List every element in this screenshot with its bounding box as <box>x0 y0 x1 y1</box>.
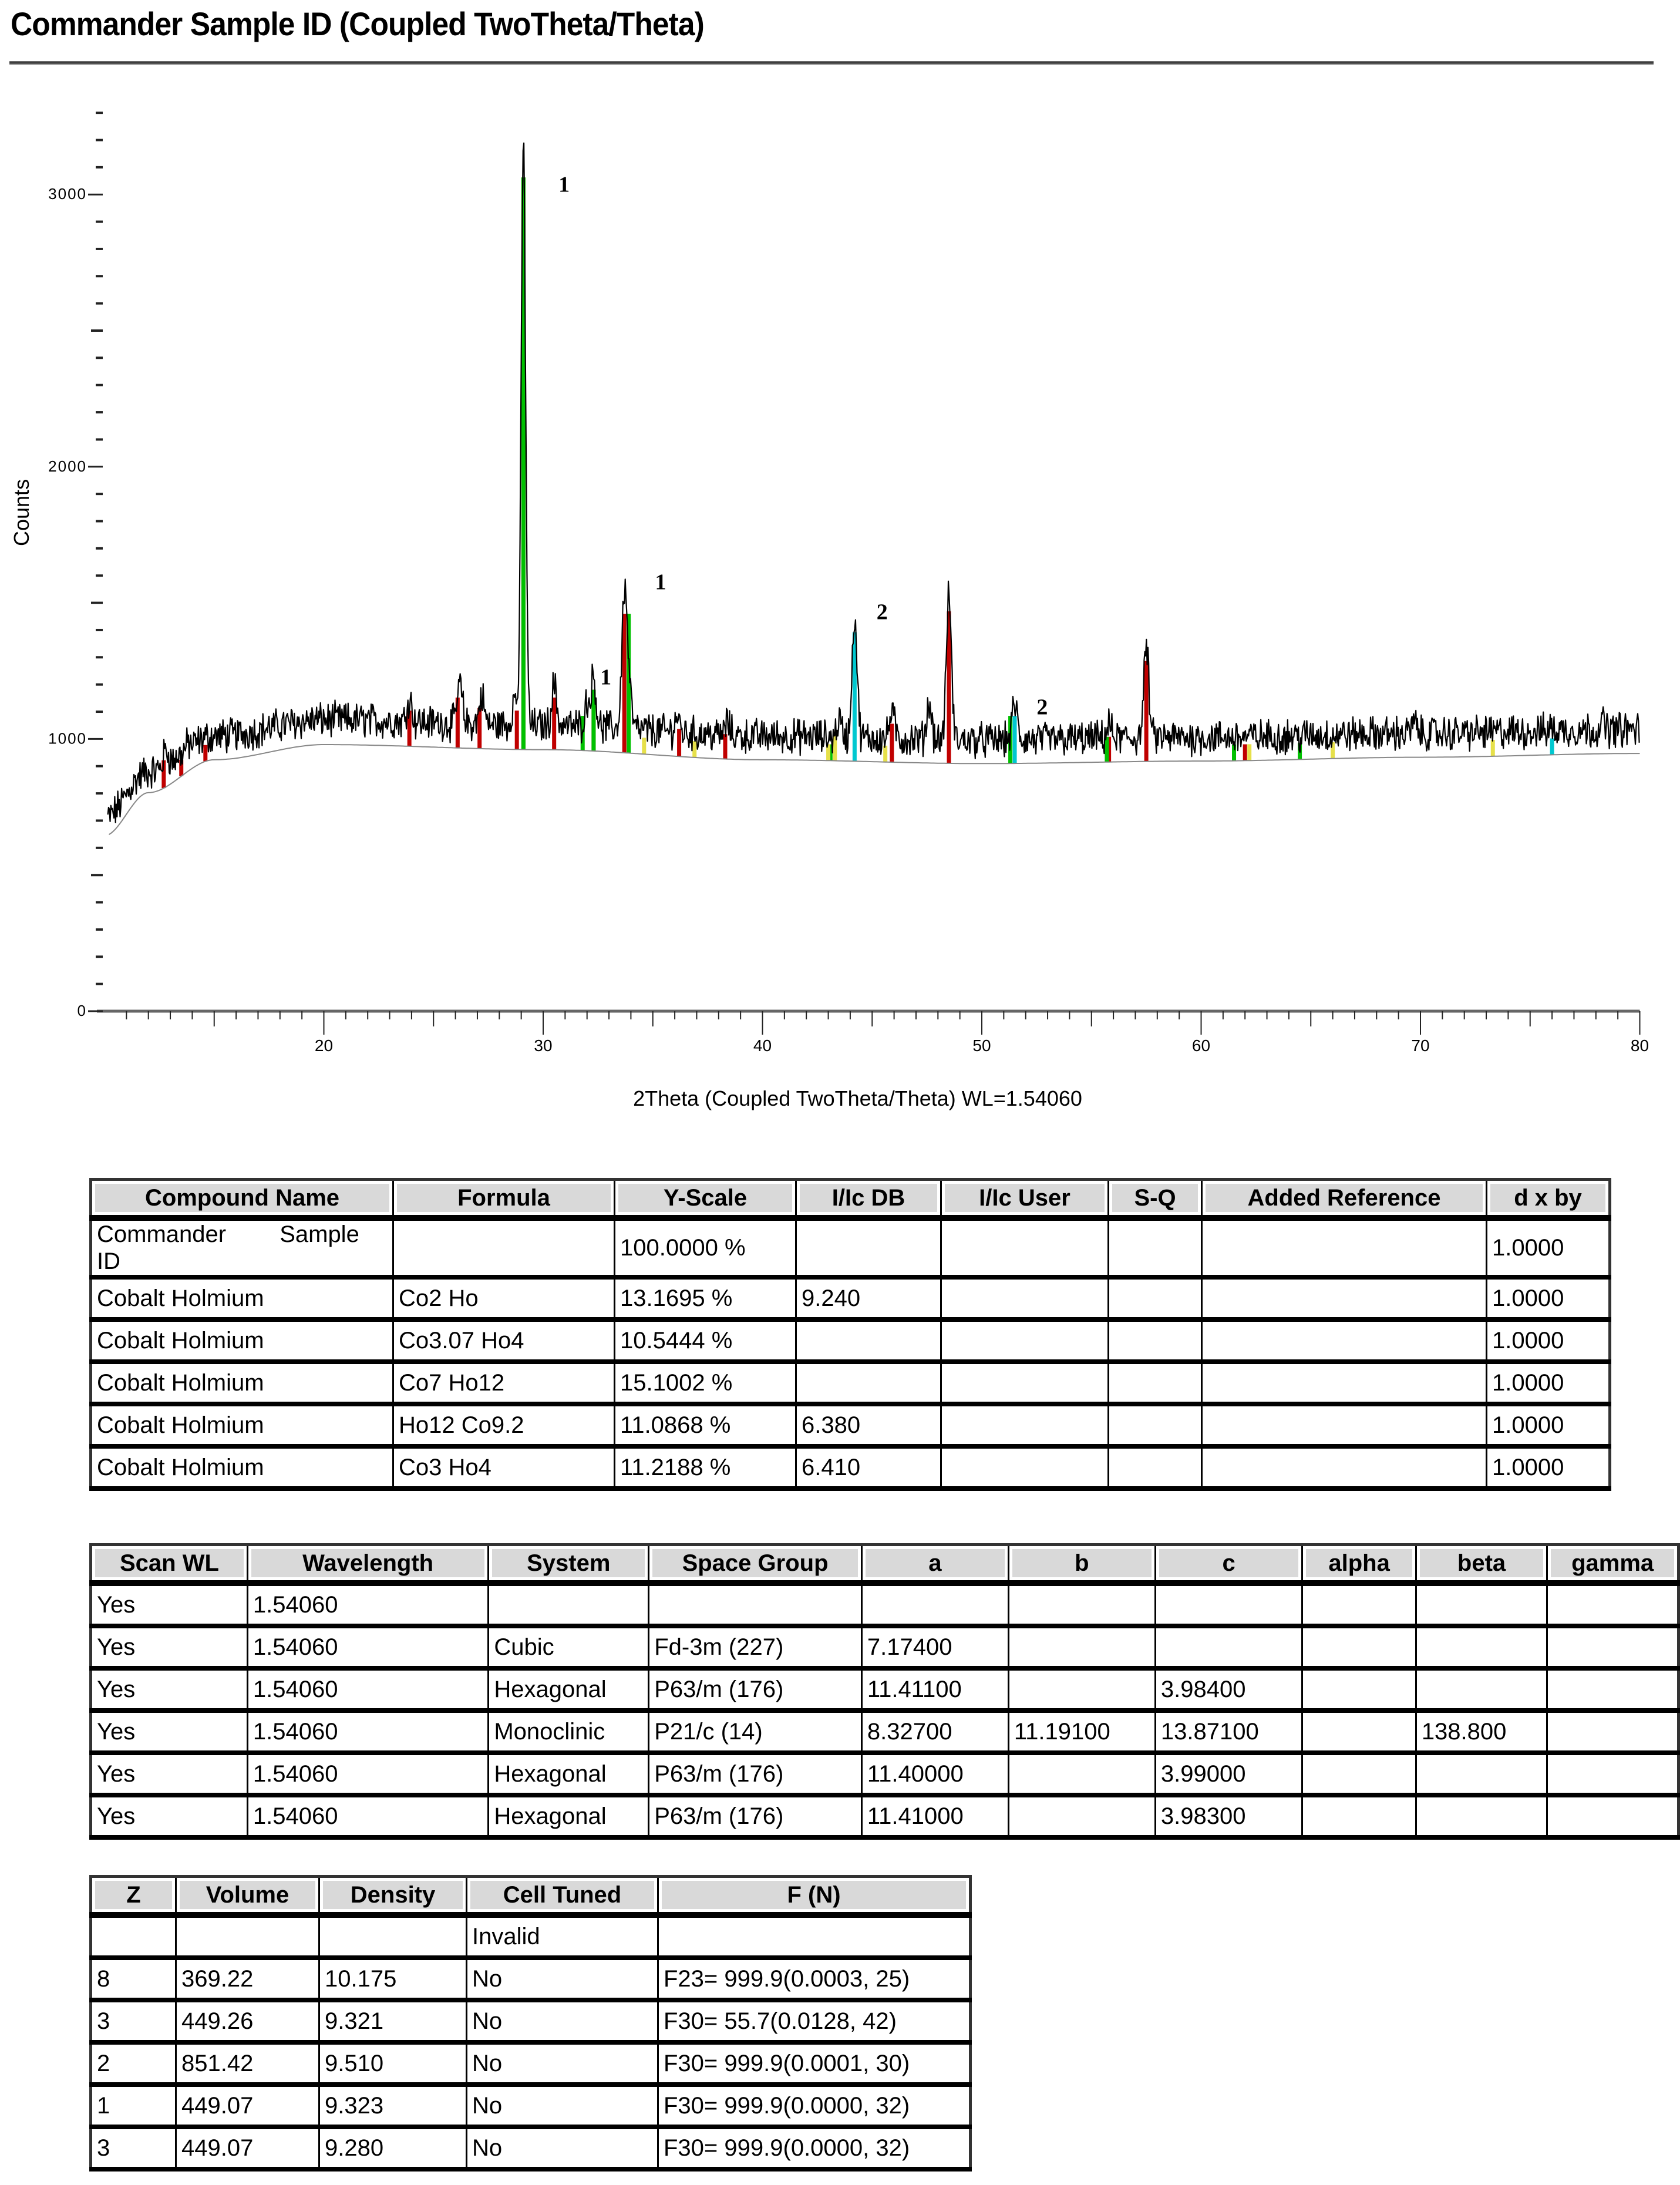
table-cell: 1.0000 <box>1487 1446 1610 1489</box>
svg-text:0: 0 <box>77 1002 87 1019</box>
table-cell <box>796 1218 941 1277</box>
svg-text:3000: 3000 <box>48 185 87 203</box>
table-cell: 8.32700 <box>861 1711 1008 1753</box>
table-cell: 6.410 <box>796 1446 941 1489</box>
table-cell <box>941 1277 1109 1319</box>
column-header: S-Q <box>1109 1180 1202 1218</box>
table-cell: Hexagonal <box>489 1795 649 1837</box>
column-header: Z <box>91 1877 176 1915</box>
table-cell: 449.07 <box>176 2085 319 2127</box>
table-cell: 1.54060 <box>247 1668 488 1711</box>
figures-of-merit-table <box>89 1875 972 2171</box>
table-cell: Yes <box>91 1795 248 1837</box>
title-divider <box>9 61 1654 65</box>
table-cell: 1.54060 <box>247 1626 488 1668</box>
table-cell: No <box>467 2127 658 2169</box>
table-cell <box>1109 1218 1202 1277</box>
table-cell: 15.1002 % <box>615 1362 796 1404</box>
table-cell <box>1547 1583 1679 1626</box>
table-cell: F30= 999.9(0.0000, 32) <box>658 2085 971 2127</box>
table-cell: 9.510 <box>319 2042 467 2085</box>
table-row <box>91 1446 1610 1489</box>
table-cell <box>1109 1404 1202 1446</box>
table-cell <box>1155 1626 1302 1668</box>
column-header: Formula <box>393 1180 615 1218</box>
table-cell: 851.42 <box>176 2042 319 2085</box>
table-cell: 1.0000 <box>1487 1319 1610 1362</box>
table-cell <box>941 1362 1109 1404</box>
table-cell <box>1302 1583 1416 1626</box>
table-row <box>91 1958 971 2000</box>
svg-text:2: 2 <box>1036 695 1048 720</box>
table-cell <box>1547 1753 1679 1795</box>
table-cell: Cubic <box>489 1626 649 1668</box>
table-header-row <box>91 1545 1679 1584</box>
table-cell <box>1202 1446 1487 1489</box>
table-cell: Co2 Ho <box>393 1277 615 1319</box>
table-cell: 11.41100 <box>861 1668 1008 1711</box>
table-cell: 9.240 <box>796 1277 941 1319</box>
table-cell: 11.19100 <box>1008 1711 1155 1753</box>
table-cell: Fd-3m (227) <box>649 1626 862 1668</box>
table-cell: Commander Sample ID <box>91 1218 393 1277</box>
table-cell <box>176 1915 319 1958</box>
column-header: c <box>1155 1545 1302 1584</box>
table-cell: 1.0000 <box>1487 1218 1610 1277</box>
reference-sticks <box>164 177 1552 788</box>
table-cell: 3.98400 <box>1155 1668 1302 1711</box>
table-cell <box>393 1218 615 1277</box>
column-header: gamma <box>1547 1545 1679 1584</box>
table-cell: Cobalt Holmium <box>91 1277 393 1319</box>
svg-text:50: 50 <box>972 1036 991 1055</box>
page-title: Commander Sample ID (Coupled TwoTheta/Theta) <box>11 5 704 42</box>
xrd-pattern-chart <box>0 70 1680 1080</box>
table-cell <box>941 1446 1109 1489</box>
column-header: Wavelength <box>247 1545 488 1584</box>
column-header: Cell Tuned <box>467 1877 658 1915</box>
table-cell <box>1109 1446 1202 1489</box>
table-cell: P21/c (14) <box>649 1711 862 1753</box>
table-row <box>91 2127 971 2169</box>
table-row <box>91 1277 1610 1319</box>
column-header: beta <box>1416 1545 1547 1584</box>
table-cell <box>1202 1404 1487 1446</box>
table-cell: 8 <box>91 1958 176 2000</box>
table-cell: 11.2188 % <box>615 1446 796 1489</box>
table-cell: 11.41000 <box>861 1795 1008 1837</box>
table-cell: 1 <box>91 2085 176 2127</box>
table-cell <box>1547 1668 1679 1711</box>
table-row <box>91 1795 1679 1837</box>
table-cell: 3.98300 <box>1155 1795 1302 1837</box>
table-cell: F30= 999.9(0.0000, 32) <box>658 2127 971 2169</box>
table-cell <box>941 1319 1109 1362</box>
table-cell <box>91 1915 176 1958</box>
table-cell: 1.0000 <box>1487 1362 1610 1404</box>
table-cell <box>1008 1583 1155 1626</box>
background-curve <box>109 745 1640 834</box>
table-cell <box>1302 1795 1416 1837</box>
table-row <box>91 2085 971 2127</box>
svg-text:1: 1 <box>655 570 666 595</box>
table-cell: 13.1695 % <box>615 1277 796 1319</box>
table-cell <box>319 1915 467 1958</box>
table-header-row <box>91 1180 1610 1218</box>
table-cell: 11.40000 <box>861 1753 1008 1795</box>
table-cell: 3 <box>91 2000 176 2042</box>
table-cell: P63/m (176) <box>649 1795 862 1837</box>
table-row <box>91 1218 1610 1277</box>
table-cell: F30= 55.7(0.0128, 42) <box>658 2000 971 2042</box>
column-header: I/Ic DB <box>796 1180 941 1218</box>
table-cell <box>1302 1668 1416 1711</box>
table-cell: Cobalt Holmium <box>91 1404 393 1446</box>
svg-text:70: 70 <box>1411 1036 1430 1055</box>
table-cell: No <box>467 2000 658 2042</box>
column-header: I/Ic User <box>941 1180 1109 1218</box>
table-cell <box>1109 1362 1202 1404</box>
column-header: Y-Scale <box>615 1180 796 1218</box>
compound-table <box>89 1178 1611 1491</box>
table-cell: 3 <box>91 2127 176 2169</box>
table-cell: 449.26 <box>176 2000 319 2042</box>
column-header: Volume <box>176 1877 319 1915</box>
table-cell: 1.54060 <box>247 1753 488 1795</box>
table-cell: 10.175 <box>319 1958 467 2000</box>
unit-cell-table <box>89 1543 1680 1840</box>
table-row <box>91 1404 1610 1446</box>
table-cell: 138.800 <box>1416 1711 1547 1753</box>
table-cell <box>489 1583 649 1626</box>
svg-text:30: 30 <box>534 1036 553 1055</box>
table-cell: Co3 Ho4 <box>393 1446 615 1489</box>
table-row <box>91 1915 971 1958</box>
table-cell: F30= 999.9(0.0001, 30) <box>658 2042 971 2085</box>
table-cell: 449.07 <box>176 2127 319 2169</box>
table-header-row <box>91 1877 971 1915</box>
table-row <box>91 1626 1679 1668</box>
table-cell <box>1008 1795 1155 1837</box>
svg-text:20: 20 <box>314 1036 334 1055</box>
column-header: Density <box>319 1877 467 1915</box>
data-trace <box>108 143 1639 823</box>
table-cell: Yes <box>91 1626 248 1668</box>
table-cell: 10.5444 % <box>615 1319 796 1362</box>
table-cell <box>861 1583 1008 1626</box>
table-cell <box>1302 1711 1416 1753</box>
table-cell: Hexagonal <box>489 1753 649 1795</box>
column-header: d x by <box>1487 1180 1610 1218</box>
table-cell <box>1416 1668 1547 1711</box>
table-cell: No <box>467 2085 658 2127</box>
table-cell: Co7 Ho12 <box>393 1362 615 1404</box>
column-header: Added Reference <box>1202 1180 1487 1218</box>
table-cell: Co3.07 Ho4 <box>393 1319 615 1362</box>
table-cell: No <box>467 1958 658 2000</box>
column-header: Scan WL <box>91 1545 248 1584</box>
table-cell: 100.0000 % <box>615 1218 796 1277</box>
table-cell: Monoclinic <box>489 1711 649 1753</box>
table-row <box>91 1668 1679 1711</box>
svg-text:80: 80 <box>1630 1036 1649 1055</box>
table-cell: 1.0000 <box>1487 1404 1610 1446</box>
table-cell: 1.0000 <box>1487 1277 1610 1319</box>
table-row <box>91 2042 971 2085</box>
table-cell: Invalid <box>467 1915 658 1958</box>
table-cell: 9.323 <box>319 2085 467 2127</box>
table-cell: Yes <box>91 1753 248 1795</box>
table-cell: 6.380 <box>796 1404 941 1446</box>
table-cell <box>658 1915 971 1958</box>
table-cell <box>1416 1626 1547 1668</box>
table-cell: 9.321 <box>319 2000 467 2042</box>
table-cell <box>1202 1362 1487 1404</box>
column-header: System <box>489 1545 649 1584</box>
table-cell: Hexagonal <box>489 1668 649 1711</box>
table-cell: Cobalt Holmium <box>91 1319 393 1362</box>
table-cell: 9.280 <box>319 2127 467 2169</box>
table-cell <box>1547 1626 1679 1668</box>
svg-text:1: 1 <box>558 172 570 197</box>
table-cell <box>1202 1218 1487 1277</box>
column-header: alpha <box>1302 1545 1416 1584</box>
column-header: Compound Name <box>91 1180 393 1218</box>
table-row <box>91 1711 1679 1753</box>
table-cell: No <box>467 2042 658 2085</box>
svg-text:1000: 1000 <box>48 729 87 748</box>
table-cell: 369.22 <box>176 1958 319 2000</box>
table-cell <box>941 1218 1109 1277</box>
svg-text:2000: 2000 <box>48 457 87 475</box>
table-cell <box>1416 1583 1547 1626</box>
column-header: b <box>1008 1545 1155 1584</box>
table-cell <box>1008 1668 1155 1711</box>
table-cell <box>1202 1319 1487 1362</box>
table-cell: Cobalt Holmium <box>91 1446 393 1489</box>
table-cell: 3.99000 <box>1155 1753 1302 1795</box>
table-row <box>91 2000 971 2042</box>
table-cell: P63/m (176) <box>649 1668 862 1711</box>
table-cell <box>1416 1795 1547 1837</box>
table-cell: F23= 999.9(0.0003, 25) <box>658 1958 971 2000</box>
svg-text:2: 2 <box>876 600 888 625</box>
table-cell <box>1008 1626 1155 1668</box>
table-cell <box>1416 1753 1547 1795</box>
table-row <box>91 1319 1610 1362</box>
table-row <box>91 1583 1679 1626</box>
table-cell <box>941 1404 1109 1446</box>
y-axis-label: Counts <box>9 479 33 546</box>
table-cell <box>1109 1277 1202 1319</box>
table-cell: Yes <box>91 1583 248 1626</box>
table-cell <box>796 1362 941 1404</box>
table-cell: 1.54060 <box>247 1795 488 1837</box>
table-cell: 1.54060 <box>247 1711 488 1753</box>
table-cell <box>1008 1753 1155 1795</box>
svg-text:60: 60 <box>1191 1036 1211 1055</box>
table-cell: 2 <box>91 2042 176 2085</box>
column-header: F (N) <box>658 1877 971 1915</box>
table-cell <box>1547 1711 1679 1753</box>
column-header: a <box>861 1545 1008 1584</box>
table-row <box>91 1753 1679 1795</box>
table-cell: Yes <box>91 1668 248 1711</box>
table-cell: 7.17400 <box>861 1626 1008 1668</box>
table-cell: 11.0868 % <box>615 1404 796 1446</box>
table-cell: 13.87100 <box>1155 1711 1302 1753</box>
table-cell: Yes <box>91 1711 248 1753</box>
table-row <box>91 1362 1610 1404</box>
table-cell: Cobalt Holmium <box>91 1362 393 1404</box>
table-cell <box>796 1319 941 1362</box>
table-cell: P63/m (176) <box>649 1753 862 1795</box>
column-header: Space Group <box>649 1545 862 1584</box>
svg-text:40: 40 <box>753 1036 772 1055</box>
x-axis-label: 2Theta (Coupled TwoTheta/Theta) WL=1.54060 <box>633 1086 1082 1110</box>
table-cell <box>1202 1277 1487 1319</box>
table-cell: 1.54060 <box>247 1583 488 1626</box>
table-cell <box>1109 1319 1202 1362</box>
peak-annotations <box>558 173 1048 720</box>
table-cell: Ho12 Co9.2 <box>393 1404 615 1446</box>
svg-text:1: 1 <box>600 665 612 690</box>
table-cell <box>1302 1626 1416 1668</box>
chart-axes <box>48 113 1649 1055</box>
table-cell <box>1155 1583 1302 1626</box>
table-cell <box>1547 1795 1679 1837</box>
table-cell <box>1302 1753 1416 1795</box>
table-cell <box>649 1583 862 1626</box>
